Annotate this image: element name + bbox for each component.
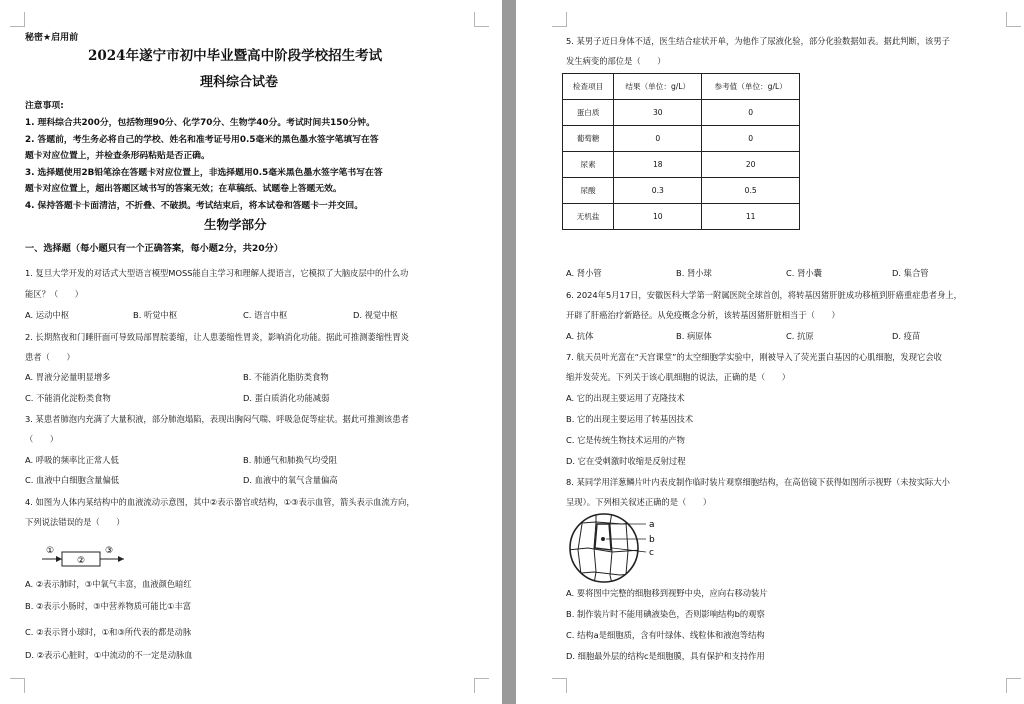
table-cell: 18: [614, 152, 702, 178]
question-1-cont: 能区？（ ）: [25, 289, 84, 299]
option-d: D. 集合管: [892, 268, 929, 278]
arrow-icon: [118, 556, 124, 562]
question-8-cont: 呈现）。下列相关叙述正确的是（ ）: [566, 497, 712, 507]
question-6-cont: 开辟了肝癌治疗新路径。从免疫概念分析，该转基因猪肝脏相当于（ ）: [566, 310, 840, 320]
label-a: a: [649, 520, 655, 530]
label-3: ③: [105, 546, 114, 556]
question-2-cont: 患者（ ）: [25, 352, 75, 362]
blood-flow-diagram: [40, 543, 130, 569]
option-c: C. 语言中枢: [243, 310, 288, 320]
table-cell: 蛋白质: [563, 100, 614, 126]
question-4: 4. 如图为人体内某结构中的血液流动示意图，其中②表示器官或结构，①③表示血管，箭头表示血流方向，: [25, 497, 415, 507]
table-cell: 无机盐: [563, 204, 614, 230]
label-c: c: [649, 548, 654, 558]
label-b: b: [649, 535, 655, 545]
option-c: C. 抗原: [786, 331, 814, 341]
table-row: [563, 178, 800, 204]
question-5: 5. 某男子近日身体不适，医生结合症状开单，为他作了尿液化验，部分化验数据如表。据此判断，该男子: [566, 36, 950, 46]
label-2: ②: [77, 556, 86, 566]
crop-mark: [474, 12, 489, 27]
exam-subtitle: 理科综合试卷: [200, 75, 279, 90]
option-a: A. ②表示肺时，③中氧气丰富，血液颜色暗红: [25, 579, 192, 589]
arrow-icon: [56, 556, 62, 562]
question-8: 8. 某同学用洋葱鳞片叶内表皮制作临时装片观察细胞结构，在高倍镜下获得如图所示视野（未按实际大小: [566, 477, 950, 487]
table-row: [563, 100, 800, 126]
option-c: C. 它是传统生物技术运用的产物: [566, 435, 685, 445]
crop-mark: [474, 678, 489, 693]
question-2: 2. 长期熬夜和门睡肝面可导致局部胃脘萎缩，让人患萎缩性胃炎，影响消化功能。据此可推测萎缩性胃炎: [25, 332, 409, 342]
cell-walls: [568, 512, 642, 584]
option-d: D. 蛋白质消化功能减弱: [243, 393, 330, 403]
option-d: D. 视觉中枢: [353, 310, 398, 320]
section-title: 生物学部分: [204, 217, 267, 232]
option-a: A. 胃液分泌量明显增多: [25, 372, 111, 382]
table-row: [563, 152, 800, 178]
option-a: A. 呼吸的频率比正常人低: [25, 455, 119, 465]
option-b: B. 肺通气和肺换气均受阻: [243, 455, 337, 465]
option-b: B. ②表示小肠时，③中营养物质可能比①丰富: [25, 601, 192, 611]
table-header-cell: 结果（单位：g/L）: [614, 74, 702, 100]
option-b: B. 制作装片时不能用碘液染色，否则影响结构b的观察: [566, 609, 765, 619]
table-row: [563, 204, 800, 230]
exam-title: 2024年遂宁市初中毕业暨高中阶段学校招生考试: [88, 48, 383, 64]
table-cell: 0: [702, 100, 800, 126]
table-cell: 葡萄糖: [563, 126, 614, 152]
question-5-cont: 发生病变的部位是（ ）: [566, 56, 666, 66]
table-cell: 10: [614, 204, 702, 230]
option-d: D. 血液中的氧气含量偏高: [243, 475, 338, 485]
option-b: B. 病原体: [676, 331, 712, 341]
option-c: C. 不能消化淀粉类食物: [25, 393, 111, 403]
question-6: 6. 2024年5月17日，安徽医科大学第一附属医院全球首创，将转基因猪肝脏成功移植到肝癌重症患者身上，: [566, 290, 962, 300]
table-cell: 11: [702, 204, 800, 230]
table-header-cell: 检查项目: [563, 74, 614, 100]
part-heading: 一、选择题（每小题只有一个正确答案，每小题2分，共20分）: [25, 243, 284, 254]
table-cell: 0: [614, 126, 702, 152]
question-3-cont: （ ）: [25, 434, 59, 444]
notice-line: 题卡对应位置上，超出答题区域书写的答案无效；在草稿纸、试题卷上答题无效。: [25, 184, 342, 194]
table-cell: 0.5: [702, 178, 800, 204]
crop-mark: [1006, 12, 1021, 27]
option-c: C. ②表示肾小球时，①和③所代表的都是动脉: [25, 627, 192, 637]
option-d: D. 它在受刺激时收缩是反射过程: [566, 456, 686, 466]
option-b: B. 它的出现主要运用了转基因技术: [566, 414, 694, 424]
option-d: D. 细胞最外层的结构c是细胞膜，具有保护和支持作用: [566, 651, 765, 661]
table-cell: 0.3: [614, 178, 702, 204]
exam-page-right: [516, 0, 1024, 704]
option-d: D. ②表示心脏时，①中流动的不一定是动脉血: [25, 650, 193, 660]
option-a: A. 它的出现主要运用了克隆技术: [566, 393, 685, 403]
table-row: [563, 126, 800, 152]
table-header-row: [563, 74, 800, 100]
question-4-cont: 下列说法错误的是（ ）: [25, 517, 125, 527]
option-a: A. 肾小管: [566, 268, 602, 278]
option-d: D. 疫苗: [892, 331, 921, 341]
notice-title: 注意事项:: [25, 101, 64, 111]
table-cell: 尿酸: [563, 178, 614, 204]
notice-line: 1. 理科综合共200分，包括物理90分、化学70分、生物学40分。考试时间共150分钟。: [25, 118, 375, 128]
option-c: C. 肾小囊: [786, 268, 822, 278]
exam-page-left: [0, 0, 502, 704]
option-b: B. 不能消化脂肪类食物: [243, 372, 329, 382]
table-cell: 20: [702, 152, 800, 178]
notice-line: 2. 答题前，考生务必将自己的学校、姓名和准考证号用0.5毫米的黑色墨水签字笔填写在答: [25, 135, 379, 145]
question-3: 3. 某患者肺泡内充满了大量积液，部分肺泡塌陷，表现出胸闷气喘、呼吸急促等症状。据此可推测该患者: [25, 414, 409, 424]
option-b: B. 听觉中枢: [133, 310, 178, 320]
onion-cell-diagram: [566, 512, 666, 584]
crop-mark: [10, 12, 25, 27]
option-a: A. 运动中枢: [25, 310, 69, 320]
notice-line: 3. 选择题使用2B铅笔涂在答题卡对应位置上，非选择题用0.5毫米黑色墨水签字笔书写在答: [25, 168, 383, 178]
secret-label: 秘密★启用前: [25, 33, 79, 43]
option-a: A. 抗体: [566, 331, 594, 341]
crop-mark: [552, 678, 567, 693]
notice-line: 4. 保持答题卡卡面清洁，不折叠、不破损。考试结束后，将本试卷和答题卡一并交回。: [25, 201, 364, 211]
option-b: B. 肾小球: [676, 268, 712, 278]
cell-nucleus: [601, 537, 605, 541]
table-header-cell: 参考值（单位：g/L）: [702, 74, 800, 100]
option-c: C. 血液中白细胞含量偏低: [25, 475, 120, 485]
crop-mark: [10, 678, 25, 693]
question-7: 7. 航天员叶光富在“天宫课堂”的太空细胞学实验中，刚被导入了荧光蛋白基因的心肌细胞，发现它会收: [566, 352, 942, 362]
option-c: C. 结构a是细胞质，含有叶绿体、线粒体和液泡等结构: [566, 630, 765, 640]
crop-mark: [552, 12, 567, 27]
question-7-cont: 缩并发荧光。下列关于该心肌细胞的说法，正确的是（ ）: [566, 372, 791, 382]
notice-line: 题卡对应位置上，并检查条形码粘贴是否正确。: [25, 151, 210, 161]
question-1: 1. 复旦大学开发的对话式大型语言模型MOSS能自主学习和理解人提语言，它模拟了大脑皮层中的什么功: [25, 268, 409, 278]
table-cell: 30: [614, 100, 702, 126]
label-1: ①: [46, 546, 55, 556]
crop-mark: [1006, 678, 1021, 693]
option-a: A. 要将图中完整的细胞移到视野中央，应向右移动装片: [566, 588, 768, 598]
table-cell: 尿素: [563, 152, 614, 178]
table-cell: 0: [702, 126, 800, 152]
urine-test-table: [562, 73, 800, 230]
